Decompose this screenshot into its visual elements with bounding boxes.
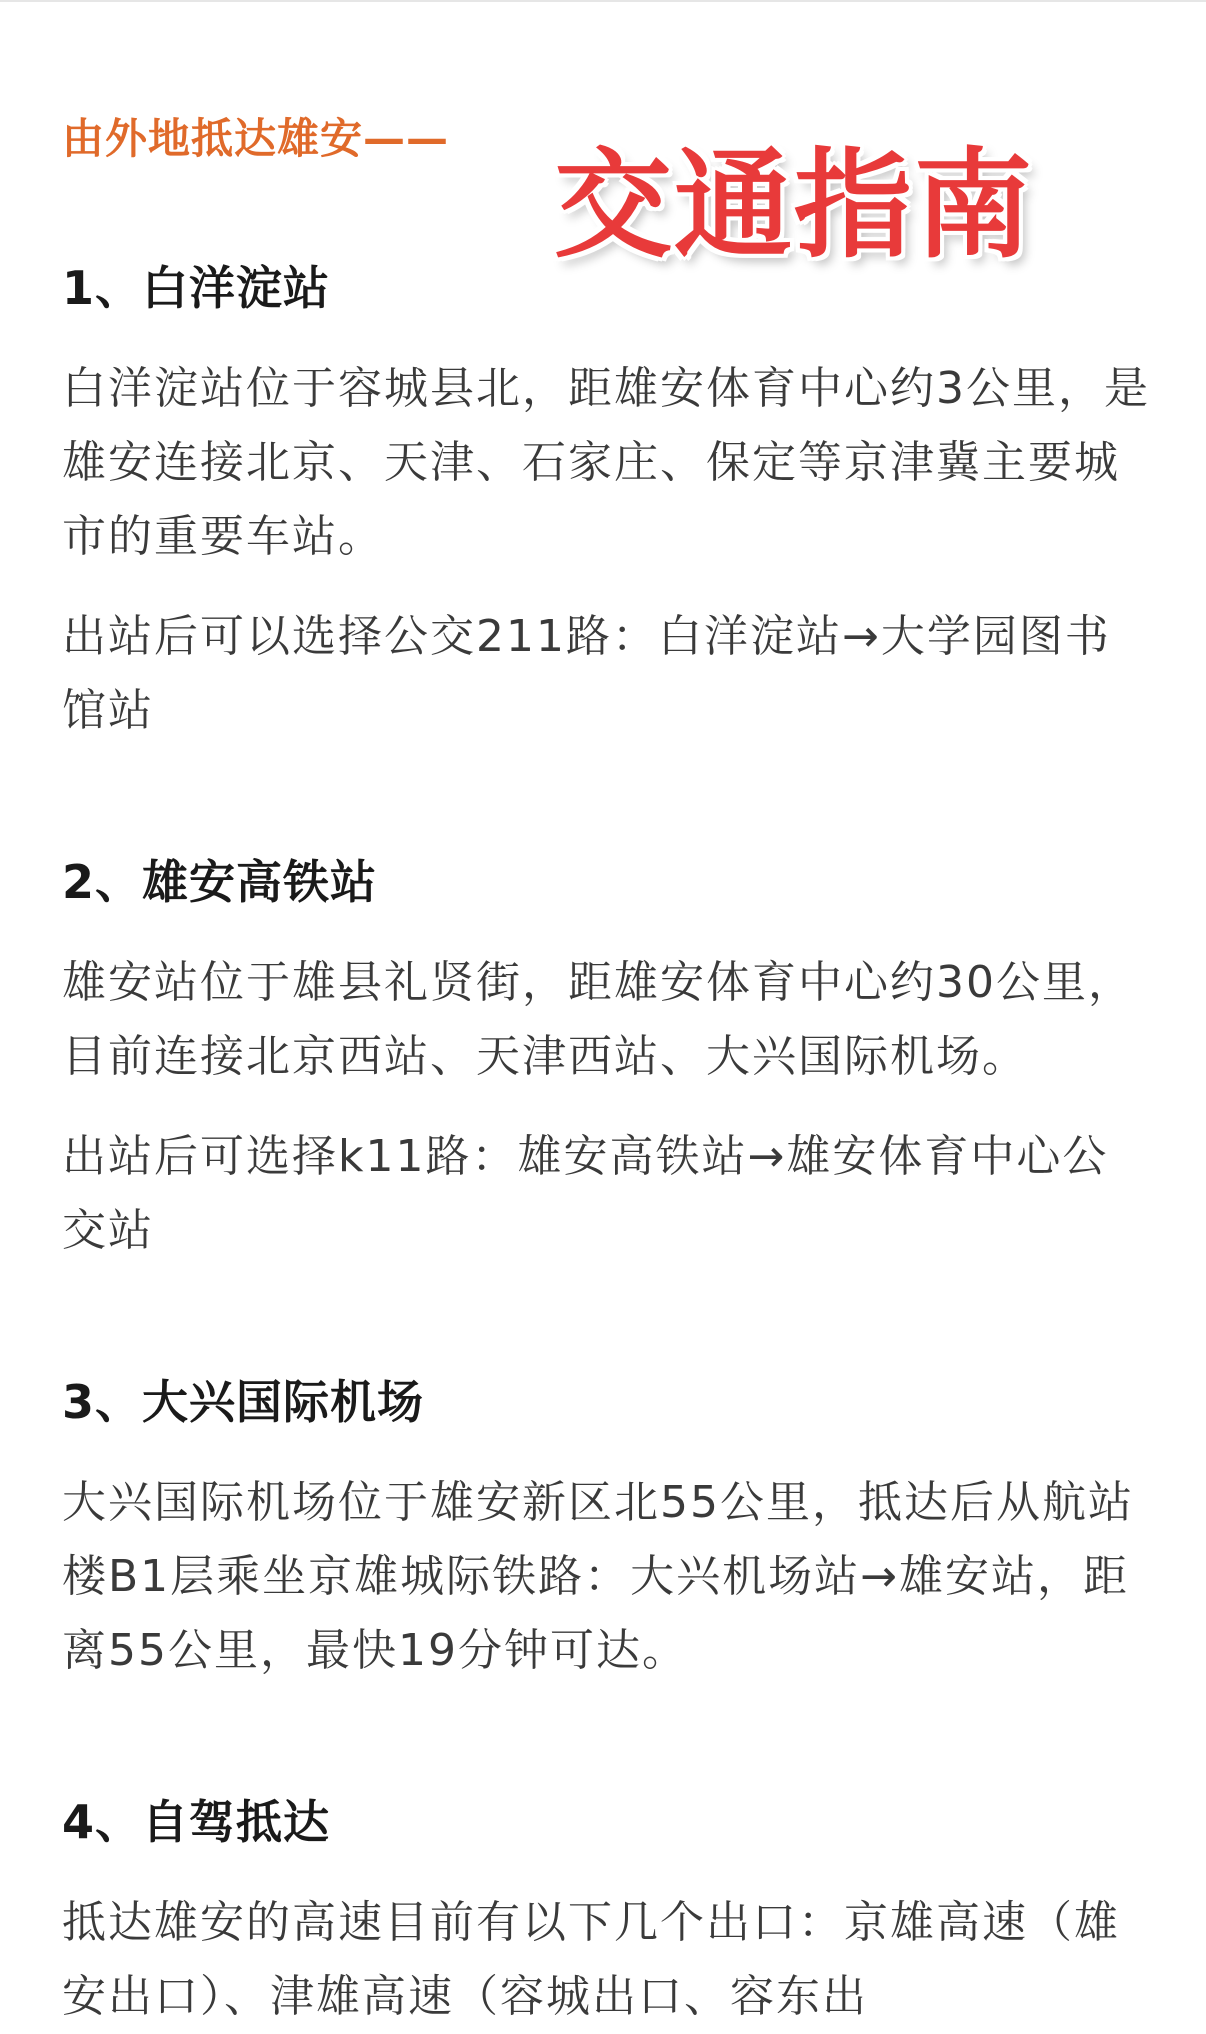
section-heading: 3、大兴国际机场 xyxy=(62,1375,425,1429)
section-paragraph: 白洋淀站位于容城县北，距雄安体育中心约3公里，是雄安连接北京、天津、石家庄、保定等京津冀主要城市的重要车站。 xyxy=(62,363,1150,562)
section-paragraph: 雄安站位于雄县礼贤街，距雄安体育中心约30公里，目前连接北京西站、天津西站、大兴国际机场。 xyxy=(62,957,1134,1082)
section-paragraph: 大兴国际机场位于雄安新区北55公里，抵达后从航站楼B1层乘坐京雄城际铁路：大兴机场站→雄安站，距离55公里，最快19分钟可达。 xyxy=(62,1477,1134,1676)
section-paragraph: 出站后可以选择公交211路：白洋淀站→大学园图书馆站 xyxy=(62,611,1111,736)
section-heading: 4、自驾抵达 xyxy=(62,1795,331,1849)
section-paragraph: 抵达雄安的高速目前有以下几个出口：京雄高速（雄安出口）、津雄高速（容城出口、容东出 xyxy=(62,1897,1120,2022)
section-heading: 2、雄安高铁站 xyxy=(62,855,378,909)
article-title: 交通指南 xyxy=(554,136,1035,274)
section-daxing-airport xyxy=(62,1372,1152,1688)
section-self-drive xyxy=(62,1792,1152,2034)
section-xiongan-hsr xyxy=(62,852,1152,1268)
top-divider xyxy=(0,0,1206,2)
section-heading: 1、白洋淀站 xyxy=(62,261,331,315)
article-body xyxy=(62,258,1152,2034)
article-subtitle: 由外地抵达雄安—— xyxy=(62,114,450,163)
section-paragraph: 出站后可选择k11路：雄安高铁站→雄安体育中心公交站 xyxy=(62,1131,1109,1256)
section-baiyangdian xyxy=(62,258,1152,748)
article-header xyxy=(62,98,1162,274)
